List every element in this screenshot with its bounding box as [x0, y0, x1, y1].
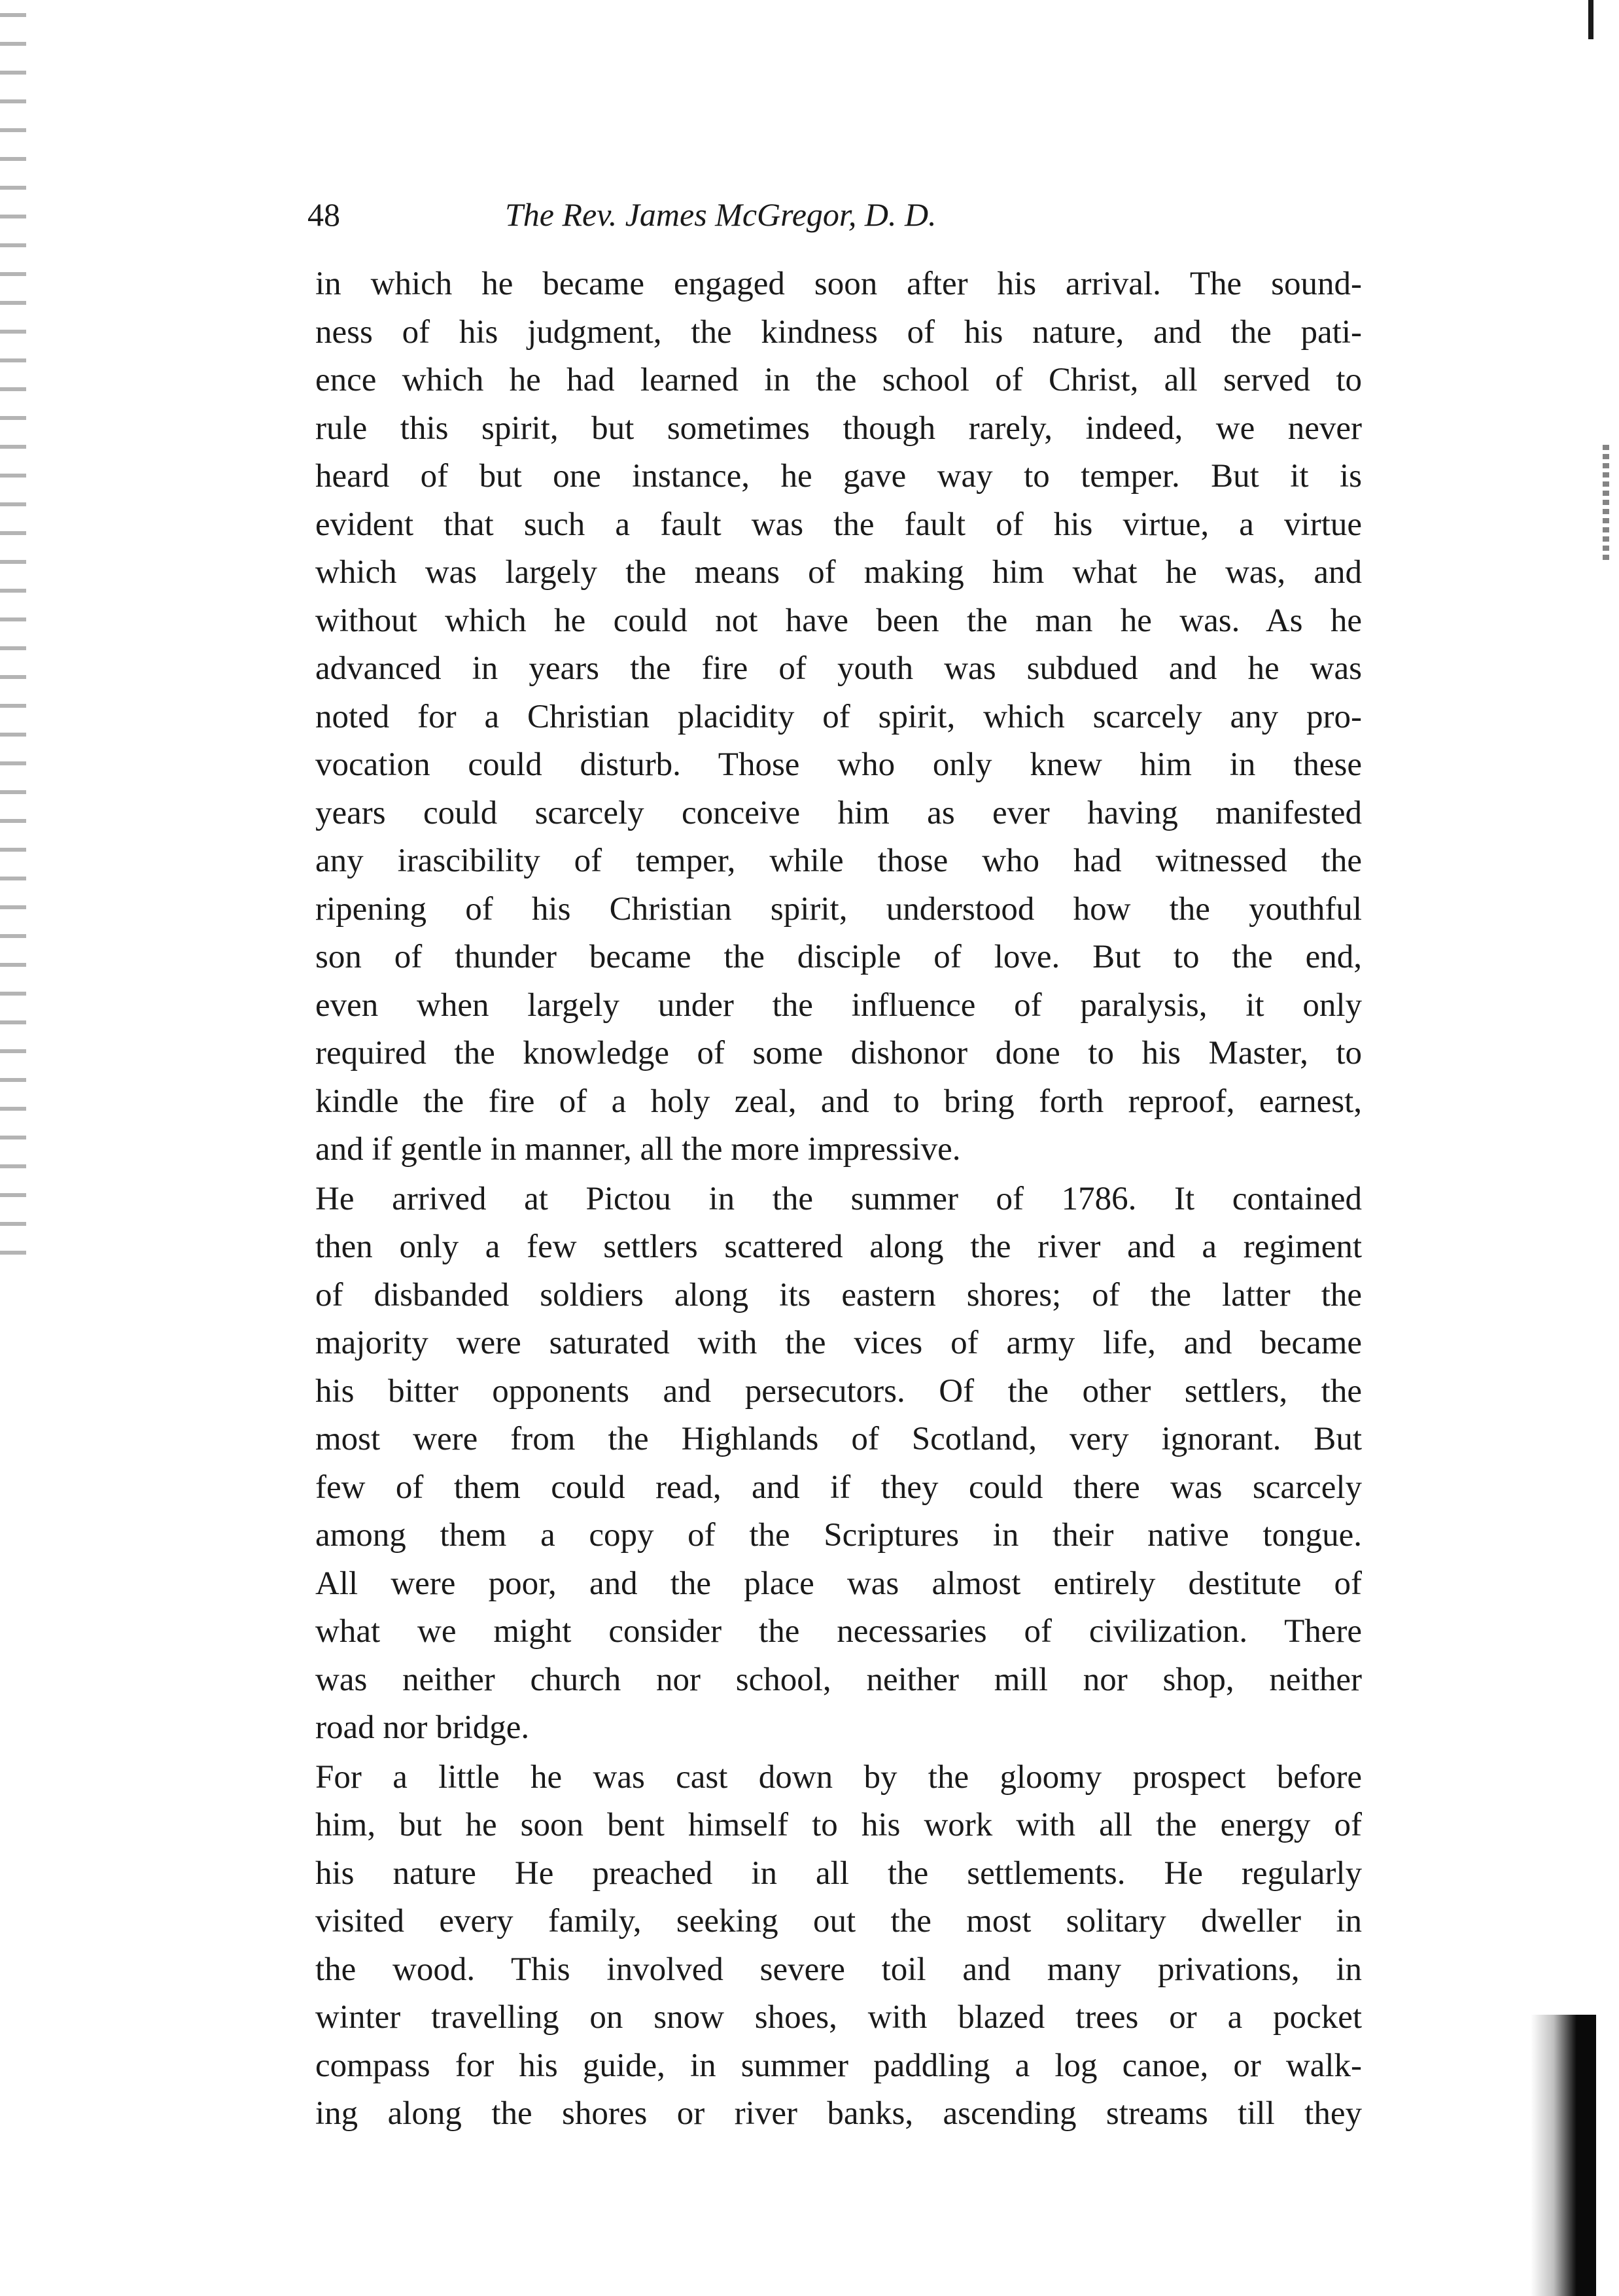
- text-line: without which he could not have been the man he was. As he: [315, 602, 1362, 639]
- text-line: evident that such a fault was the fault of his virtue, a virtue: [315, 506, 1362, 543]
- scan-edge-right-mid: [1603, 445, 1609, 563]
- text-line: visited every family, seeking out the most solitary dweller in: [315, 1903, 1362, 1939]
- text-line: his nature He preached in all the settlements. He regularly: [315, 1854, 1362, 1892]
- text-line: rule this spirit, but sometimes though rarely, indeed, we never: [315, 409, 1362, 447]
- text-line: road nor bridge.: [315, 1709, 530, 1746]
- text-line: He arrived at Pictou in the summer of 1786. It contained: [315, 1180, 1362, 1217]
- text-line: his bitter opponents and persecutors. Of the other settlers, the: [315, 1372, 1362, 1410]
- text-line: which was largely the means of making him what he was, and: [315, 554, 1362, 591]
- text-line: him, but he soon bent himself to his work with all the energy of: [315, 1807, 1362, 1843]
- text-line: years could scarcely conceive him as ever having manifested: [315, 794, 1362, 831]
- text-line: ence which he had learned in the school of Christ, all served to: [315, 362, 1362, 398]
- text-line: winter travelling on snow shoes, with blazed trees or a pocket: [315, 1999, 1362, 2036]
- text-line: required the knowledge of some dishonor done to his Master, to: [315, 1035, 1362, 1071]
- page-number: 48: [307, 196, 340, 233]
- page-header: [307, 188, 1354, 241]
- text-line: among them a copy of the Scriptures in their native tongue.: [315, 1517, 1362, 1554]
- text-line: of disbanded soldiers along its eastern shores; of the latter the: [315, 1276, 1362, 1313]
- text-line: majority were saturated with the vices of army life, and became: [315, 1325, 1362, 1361]
- text-line: heard of but one instance, he gave way to temper. But it is: [315, 458, 1362, 495]
- text-line: kindle the fire of a holy zeal, and to bring forth reproof, earnest,: [315, 1083, 1362, 1120]
- paragraph: [315, 1175, 1362, 1752]
- scan-edge-right-bottom: [1531, 2015, 1596, 2296]
- text-line: All were poor, and the place was almost entirely destitute of: [315, 1565, 1362, 1602]
- text-line: compass for his guide, in summer paddling a log canoe, or walk-: [315, 2047, 1362, 2084]
- text-line: ripening of his Christian spirit, understood how the youthful: [315, 890, 1362, 928]
- text-line: what we might consider the necessaries of civilization. There: [315, 1613, 1362, 1650]
- text-line: son of thunder became the disciple of love. But to the end,: [315, 939, 1362, 975]
- paragraph: [315, 260, 1362, 1174]
- text-line: even when largely under the influence of paralysis, it only: [315, 986, 1362, 1024]
- text-line: most were from the Highlands of Scotland, very ignorant. But: [315, 1421, 1362, 1457]
- running-title: The Rev. James McGregor, D. D.: [505, 196, 937, 233]
- text-line: vocation could disturb. Those who only knew him in these: [315, 746, 1362, 783]
- text-line: and if gentle in manner, all the more impressive.: [315, 1131, 961, 1168]
- text-line: noted for a Christian placidity of spirit, which scarcely any pro-: [315, 698, 1362, 735]
- text-line: was neither church nor school, neither mill nor shop, neither: [315, 1661, 1362, 1698]
- text-line: then only a few settlers scattered along the river and a regiment: [315, 1228, 1362, 1265]
- scan-edge-right-top: [1588, 0, 1593, 39]
- text-line: ing along the shores or river banks, ascending streams till they: [315, 2095, 1362, 2132]
- body-text: [315, 260, 1362, 2138]
- text-line: any irascibility of temper, while those who had witnessed the: [315, 843, 1362, 879]
- text-line: the wood. This involved severe toil and many privations, in: [315, 1951, 1362, 1988]
- text-line: advanced in years the fire of youth was subdued and he was: [315, 650, 1362, 687]
- text-line: For a little he was cast down by the gloomy prospect before: [315, 1758, 1362, 1796]
- text-line: few of them could read, and if they could there was scarcely: [315, 1469, 1362, 1506]
- text-line: in which he became engaged soon after his arrival. The sound-: [315, 266, 1362, 302]
- paragraph: [315, 1754, 1362, 2138]
- scan-edge-left: [0, 0, 26, 1276]
- text-line: ness of his judgment, the kindness of his nature, and the pati-: [315, 313, 1362, 351]
